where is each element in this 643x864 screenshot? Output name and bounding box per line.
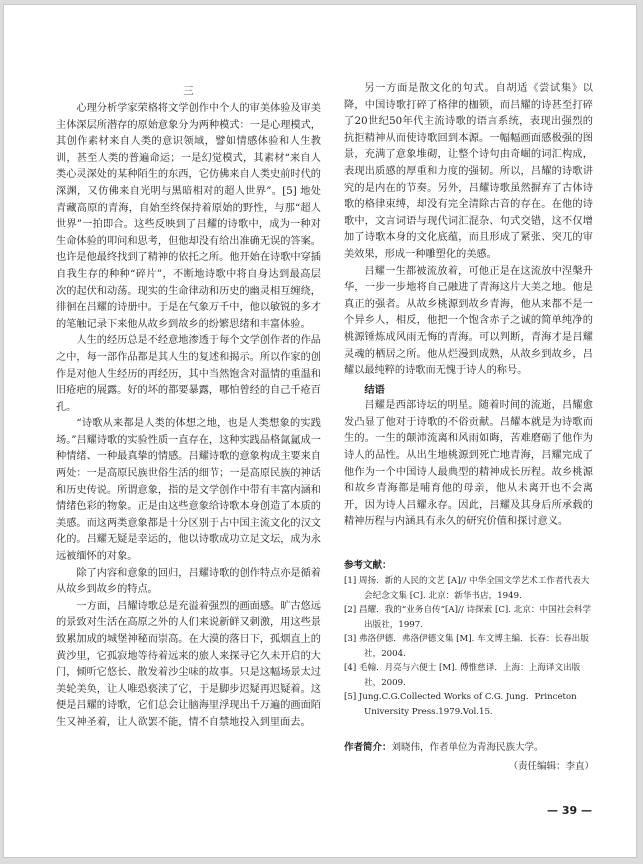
author-label: 作者简介： <box>344 742 392 753</box>
right-paragraph-1: 另一方面是散文化的句式。自胡适《尝试集》以降，中国诗歌打碎了格律的枷锁，而吕耀的诗甚至打碎了20世纪50年代主流诗歌的语言系统，表现出强烈的抗拒精神从而使诗歌回到本源。一幅幅画面感极强的图景，充满了意象堆砌，让整个诗句由奇崛的词汇构成，表现出质感的厚重和力度的强韧。所以，吕耀的诗歌讲究的是内在的节奏。另外，吕耀诗歌虽然摒弃了古体诗歌的格律束缚，却没有完全清除古音的存在。在他的诗歌中，文言词语与现代词汇混杂、句式交错，这不仅增加了诗歌本身的文化底蕴，而且形成了紧张、突兀的审美效果，形成一种雕塑化的美感。 <box>344 83 593 260</box>
author-info <box>344 740 593 755</box>
right-column <box>344 81 593 531</box>
left-paragraph-3: “诗歌从来都是人类的体想之地，也是人类想象的实践场。”吕耀诗歌的实验性质一直存在，这种实践品格氤氲成一种情绪、一种最真挚的情感。吕耀诗歌的意象构成主要来自两处：一是高原民族世俗生活的细节；一是高原民族的神话和历史传说。所谓意象，指的是文学创作中带有丰富内涵和情绪色彩的物象。正是由这些意象给诗歌本身创造了本质的美感。而这两类意象都是十分区别于占中国主流文化的汉文化的。吕耀无疑是幸运的，他以诗歌成功立足文坛，成为永远被缅怀的对象。 <box>56 418 321 563</box>
left-column <box>56 83 321 732</box>
left-paragraph-1: 心理分析学家荣格将文学创作中个人的审美体验及审美主体深层所潜存的原始意象分为两种模式：一是心理模式，其创作素材来自人类的意识领域，譬如情感体验和人生教训，甚至人类的普遍命运；一是幻觉模式，其素材“来自人类心灵深处的某种陌生的东西，它仿佛来自人类史前时代的深渊，又仿佛来自光明与黑暗相对的超人世界”。[5] 地处青藏高原的青海，自始至终保持着原始的野性，与那“超人世界”一拍即合。这些反映到了吕耀的诗歌中，成为一种对生命体验的叩问和思考，但他却没有给出准确无误的答案。也许是他最终找到了精神的依托之所。他开始在诗歌中穿插自我生存的种种“碎片”，不断地诗歌中将自身达到最高层次的起伏和动荡。现实的生命律动和历史的幽灵相互缠绕，徘徊在吕耀的诗册中。于是在气象万千中，他以敏锐的多才的笔触记录下来他从故乡到故乡的纷繁思绪和丰富体验。 <box>56 103 321 330</box>
reference-item: [3] 弗洛伊德．弗洛伊德文集 [M]. 车文博主编．长春：长春出版社，2004. <box>344 634 589 659</box>
references-title: 参考文献： <box>344 560 392 571</box>
section-number: 三 <box>183 85 194 97</box>
reference-item: [2] 昌耀．我的“业务自传”[A]// 诗探索 [C]. 北京：中国社会科学出版社，1997. <box>344 605 592 630</box>
left-paragraph-2: 人生的经历总是不经意地渗透于每个文学创作者的作品之中，每一部作品都是其人生的复述和揭示。所以作家的创作是对他人生经历的再经历，其中当然饱含对温情的重温和旧疮疤的展露。好的坏的都要暴露，哪怕曾经的自己千疮百孔。 <box>56 335 321 413</box>
left-paragraph-4: 除了内容和意象的回归，吕耀诗歌的创作特点亦是循着从故乡到故乡的特点。 <box>56 567 321 596</box>
conclusion-paragraph: 吕耀是西部诗坛的明星。随着时间的流逝，吕耀愈发凸显了他对于诗歌的不俗贡献。吕耀本就是为诗歌而生的。一生的颠沛流离和风雨如晦，苦难磨砺了他作为诗人的品性。从出生地桃源到死亡地青海，吕耀完成了他作为一个中国诗人最典型的精神成长历程。故乡桃源和故乡青海都是哺育他的母亲，他从未离开也不会离开，因为诗人吕耀永存。因此，吕耀及其身后所承载的精神历程与内涵具有永久的研究价值和探讨意义。 <box>344 400 593 528</box>
journal-page <box>3 4 637 858</box>
right-paragraph-2: 吕耀一生都被流放着，可他正是在这流放中涅槃升华，一步一步地将自己融进了青海这片大美之地。他是真正的强者。从故乡桃源到故乡青海，他从来都不是一个异乡人，相反，他把一个饱含赤子之诚的简单纯净的桃源锤炼成风雨无悔的青海。可以判断，青海才是吕耀灵魂的栖居之所。他从烂漫到成熟，从故乡到故乡，吕耀以最纯粹的诗歌而无愧于诗人的称号。 <box>344 265 593 377</box>
references <box>344 558 593 719</box>
page-number: — 39 — <box>547 804 592 817</box>
left-paragraph-5: 一方面，吕耀诗歌总是充溢着强烈的画面感。旷古悠远的景致对生活在高原之外的人们来说新鲜又刺激，用这些景致累加成的城堡神秘而崇高。在大漠的落日下，孤烟直上的黄沙里，它孤寂地等待着远来的旅人来探寻它久未开启的大门，倾听它悠长、散发着沙尘味的故事。只是这幅场景太过美轮美奂，让人唯恐亵渎了它，于是脚步迟疑再迟疑着。这便是吕耀的诗歌，它们总会让脑海里浮现出千万遍的画面陌生又神圣着，让人欲罢不能，情不自禁地投入到里面去。 <box>56 600 321 728</box>
editor-note: （责任编辑：李直） <box>508 761 594 772</box>
reference-item: [1] 周扬．新的人民的文艺 [A]// 中华全国文学艺术工作者代表大会纪念文集 [C]. 北京：新华书店，1949. <box>344 576 590 601</box>
author-text: 刘晓伟，作者单位为青海民族大学。 <box>391 742 544 753</box>
reference-item: [4] 毛翰．月亮与六便士 [M]. 傅惟慈译．上海：上海译文出版社，2009. <box>344 663 581 688</box>
conclusion-heading: 结语 <box>364 383 385 396</box>
reference-item: [5] Jung.C.G.Collected Works of C.G. Jung．Princeton University Press.1979.Vol.15. <box>344 692 577 717</box>
